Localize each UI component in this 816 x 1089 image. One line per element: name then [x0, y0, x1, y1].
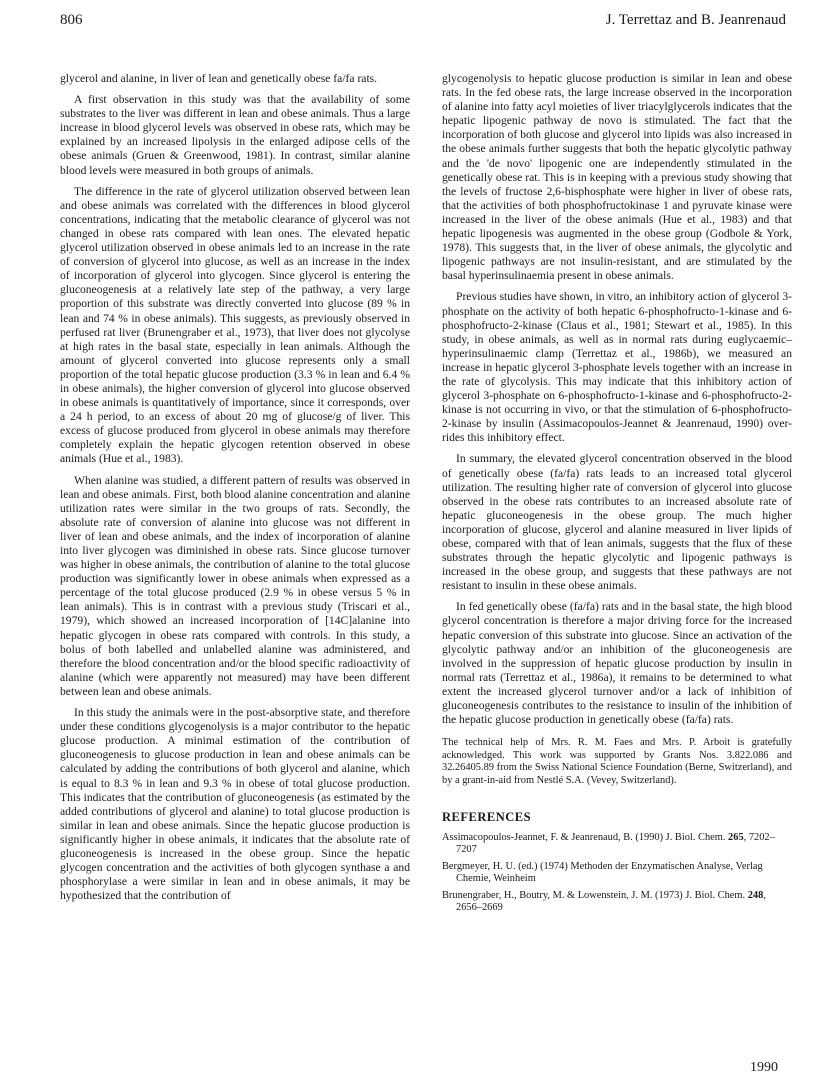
right-column [442, 72, 792, 919]
reference-pages: 7202–7207 [456, 831, 775, 856]
paragraph: glycogenolysis to hepatic glucose production is similar in lean and obese rats. In the fed obese rats, the large increase observed in the incorporation of alanine into fatty acyl moieties of liver triacylglycerols indicates that the hepatic lipogenic pathway de novo is stimulated. The fact that the incorporation of both glucose and glycerol into lipids was also increased in the obese animals further suggests that both the hepatic glycolytic pathway and the 'de novo' lipogenic one are independently stimulated in the genetically obese rat. This is in keeping with a previous study showing that the levels of fructose 2,6-bisphosphate were higher in liver of obese rats, that the activities of both phosphofructokinase 1 and pyruvate kinase were increased in the liver of the obese animals (Hue et al., 1983) and that hepatic lipogenesis was augmented in the obese group (Godbole & York, 1978). This suggests that, in the liver of obese animals, the glycolytic and lipogenic pathways are not insulin-resistant, and are stimulated by the basal hyperinsulinaemia present in obese animals. [442, 72, 792, 283]
paragraph: The difference in the rate of glycerol utilization observed between lean and obese animals was correlated with the differences in blood glycerol concentrations, indicating that the metabolic clearance of glycerol was not changed in obese rats compared with lean ones. The elevated hepatic glycerol utilization observed in obese animals led to an increase in the rate of conversion of glycerol into glucose, as well as an increase in the index of incorporation of glycerol into glycogen. Since glycerol is entering the gluconeogenesis at a relatively late step of the pathway, a very large proportion of this substrate was directly converted into glucose (89 % in lean and 74 % in obese animals). This suggests, as previously observed in perfused rat liver (Brunengraber et al., 1973), that liver does not glycolyse at high rates in the basal state, especially in lean animals. Although the amount of glycerol converted into glucose represents only a small proportion of the total hepatic glucose production (3.3 % in lean and 6.4 % in obese animals), the higher conversion of glycerol into glucose observed in obese animals is quantitatively of importance, since it corresponds, over a 24 h period, to an excess of about 20 mg of glucose/g of liver. This excess of glucose produced from glycerol in obese animals may therefore completely explain the hepatic glycogen retention observed in obese animals (Hue et al., 1983). [60, 184, 410, 466]
paragraph: Previous studies have shown, in vitro, an inhibitory action of glycerol 3-phosphate on the activity of both hepatic 6-phosphofructo-1-kinase and 6-phosphofructo-2-kinase (Claus et al., 1981; Stewart et al., 1985). In this study, in obese animals, as well as in normal rats during euglycaemic–hyperinsulinaemic clamp (Terrettaz et al., 1986b), we measured an increase in hepatic glycerol 3-phosphate levels together with an increase in the rate of glycolysis. This may indicate that this inhibitory action of glycerol 3-phosphate on 6-phosphofructo-1-kinase and 6-phosphofructo-2-kinase is not occurring in vivo, or that the stimulation of 6-phosphofructo-2-kinase by insulin (Assimacopoulos-Jeannet & Jeanrenaud, 1990) over-rides this inhibitory effect. [442, 290, 792, 445]
paragraph: When alanine was studied, a different pattern of results was observed in lean and obese animals. First, both blood alanine concentration and alanine utilization rates were similar in the two groups of rats. Secondly, the absolute rate of conversion of alanine into glucose was not different in liver of lean and obese animals, and the index of incorporation of alanine into liver glycogen was diminished in obese rats. Since glucose turnover was higher in obese animals, the contribution of alanine to the total glucose production was significantly lower in obese animals when expressed as a percentage of the total glucose produced (2.9 % in obese versus 5 % in lean animals). This is in contrast with a previous study (Triscari et al., 1979), which showed an increased incorporation of [14C]alanine into hepatic glycogen in obese rats compared with controls. In this study, a bolus of both labelled and unlabelled alanine was administered, and therefore the blood concentration and/or the blood specific radioactivity of alanine (which were apparently not measured) may have been different between lean and obese animals. [60, 473, 410, 698]
page-number: 806 [60, 12, 83, 28]
footer-year: 1990 [750, 1060, 778, 1075]
paragraph: A first observation in this study was that the availability of some substrates to the liver was different in lean and obese animals. Thus a large increase in blood glycerol levels was observed in obese rats, which may be explained by an increased lipolysis in the enlarged adipose cells of the obese animals (Gruen & Greenwood, 1981). In contrast, similar alanine blood levels were measured in both groups of animals. [60, 93, 410, 177]
reference-item: Brunengraber, H., Boutry, M. & Lowenstein, J. M. (1973) J. Biol. Chem. 248, 2656–2669 [442, 889, 766, 914]
reference-text: Assimacopoulos-Jeannet, F. & Jeanrenaud, B. (1990) J. Biol. Chem. [442, 831, 726, 843]
acknowledgement: The technical help of Mrs. R. M. Faes and Mrs. P. Arboit is gratefully acknowledged. This work was supported by Grants Nos. 3.822.086 and 32.26405.89 from the Swiss National Science Foundation (Berne, Switzerland), and by a grant-in-aid from Nestlé S.A. (Vevey, Switzerland). [442, 737, 792, 786]
reference-volume: 248 [747, 889, 764, 901]
reference-text: Bergmeyer, H. U. (ed.) (1974) Methoden der Enzymatischen Analyse, Verlag Chemie, Weinheim [442, 860, 763, 885]
paragraph: In this study the animals were in the post-absorptive state, and therefore under these conditions glycogenolysis is a major contributor to the hepatic glucose production. A minimal estimation of the contribution of gluconeogenesis to glucose production in lean and obese animals can be calculated by adding the contributions of both glycerol and alanine, which is equal to 8.3 % in lean and 9.3 % in obese of total glucose production. This indicates that the contribution of gluconeogenesis (as estimated by the added contributions of glycerol and alanine) to total glucose production is similar in lean and obese animals. Since the hepatic glucose production is significantly higher in obese animals, it indicates that the absolute rate of gluconeogenesis is increased in the obese group. Since the hepatic glycogen concentration and the activities of both glycogen synthase a and phosphorylase a were similar in lean and in obese animals, it may be hypothesized that the contribution of [60, 706, 410, 903]
reference-pages: 2656–2669 [456, 902, 503, 914]
references-heading: REFERENCES [442, 809, 532, 824]
reference-text: Brunengraber, H., Boutry, M. & Lowenstein, J. M. (1973) J. Biol. Chem. [442, 889, 746, 901]
paragraph: In fed genetically obese (fa/fa) rats and in the basal state, the high blood glycerol concentration is therefore a major driving force for the increased hepatic conversion of this substrate into glucose. Since an activation of the glycolytic pathway and/or an inhibition of the gluconeogenesis are involved in the suppression of hepatic glucose production by insulin in normal rats (Terrettaz et al., 1986a), it remains to be determined to what extent the increased glycerol turnover and/or a lack of inhibition of gluconeogenesis contributes to the resistance to insulin of the inhibition of the hepatic glucose production in genetically obese (fa/fa) rats. [442, 600, 792, 727]
left-column [60, 72, 410, 910]
reference-item [442, 861, 792, 886]
running-head-authors: J. Terrettaz and B. Jeanrenaud [605, 12, 786, 28]
reference-volume: 265 [728, 831, 744, 843]
paragraph: glycerol and alanine, in liver of lean and genetically obese fa/fa rats. [60, 72, 378, 85]
page-header [60, 12, 786, 34]
paragraph: In summary, the elevated glycerol concentration observed in the blood of genetically obese (fa/fa) rats leads to an increased total glycerol utilization. The resulting higher rate of conversion of glycerol into glucose observed in the obese rats contributes to an increased absolute rate of hepatic gluconeogenesis in the obese group. The much higher incorporation of glucose, glycerol and alanine measured in liver lipids of obese, compared with that of lean animals, suggests that the flux of these substrates through the hepatic glycolytic and lipogenic pathways is increased in the obese group, and suggests that these pathways are not resistant to insulin in these obese animals. [442, 452, 792, 593]
reference-item: Assimacopoulos-Jeannet, F. & Jeanrenaud, B. (1990) J. Biol. Chem. 265, 7202–7207 [442, 831, 775, 856]
